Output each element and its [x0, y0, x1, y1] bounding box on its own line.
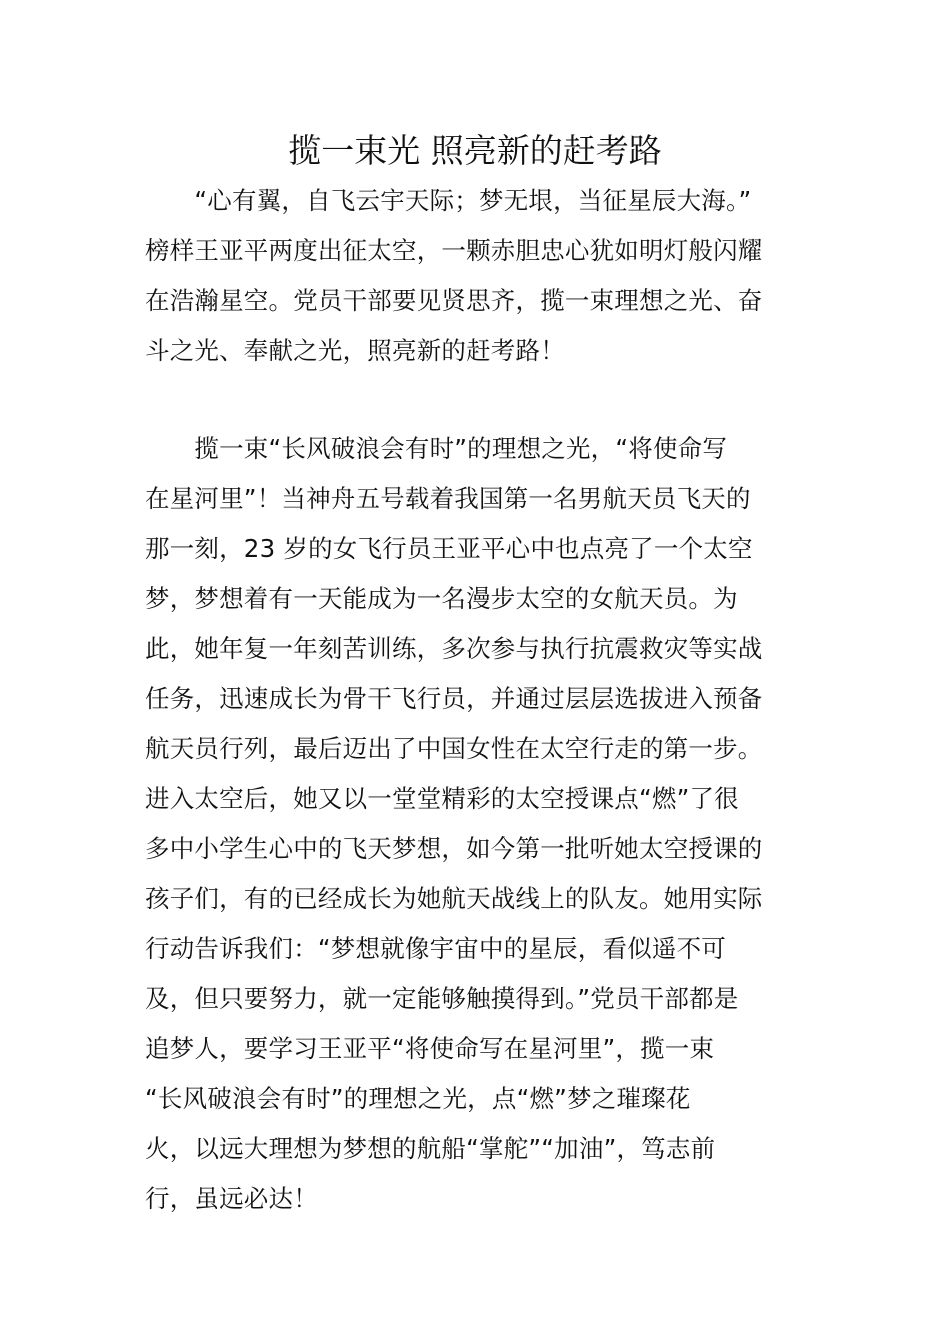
paragraph-line: 及，但只要努力，就一定能够触摸得到。”党员干部都是: [145, 984, 739, 1013]
paragraph-line: 航天员行列，最后迈出了中国女性在太空行走的第一步。: [145, 734, 763, 763]
paragraph-line: 多中小学生心中的飞天梦想，如今第一批听她太空授课的: [145, 834, 763, 863]
paragraph-intro: [145, 176, 810, 376]
paragraph-line: 斗之光、奉献之光，照亮新的赶考路！: [145, 336, 565, 365]
paragraph-line: 火，以远大理想为梦想的航船“掌舵”“加油”，笃志前: [145, 1134, 716, 1163]
paragraph-line: 梦，梦想着有一天能成为一名漫步太空的女航天员。为: [145, 584, 738, 613]
paragraph-line: 榜样王亚平两度出征太空，一颗赤胆忠心犹如明灯般闪耀: [145, 236, 763, 265]
paragraph-line: 孩子们，有的已经成长为她航天战线上的队友。她用实际: [145, 884, 763, 913]
paragraph-line: 在星河里”！当神舟五号载着我国第一名男航天员飞天的: [145, 484, 751, 513]
paragraph-line: 行动告诉我们：“梦想就像宇宙中的星辰，看似遥不可: [145, 934, 726, 963]
paragraph-line: “长风破浪会有时”的理想之光，点“燃”梦之璀璨花: [145, 1084, 691, 1113]
paragraph-line: “心有翼，自飞云宇天际；梦无垠，当征星辰大海。”: [145, 186, 752, 215]
paragraph-line: 此，她年复一年刻苦训练，多次参与执行抗震救灾等实战: [145, 634, 763, 663]
document-title: 揽一束光 照亮新的赶考路: [288, 131, 662, 170]
paragraph-line: 进入太空后，她又以一堂堂精彩的太空授课点“燃”了很: [145, 784, 739, 813]
paragraph-line: 任务，迅速成长为骨干飞行员，并通过层层选拔进入预备: [145, 684, 763, 713]
paragraph-line: 那一刻，23 岁的女飞行员王亚平心中也点亮了一个太空: [145, 534, 753, 563]
paragraph-line: 追梦人，要学习王亚平“将使命写在星河里”，揽一束: [145, 1034, 715, 1063]
paragraph-line: 揽一束“长风破浪会有时”的理想之光，“将使命写: [145, 434, 728, 463]
paragraph-line: 行，虽远必达！: [145, 1184, 318, 1213]
paragraph-ideal-light: [145, 424, 810, 1224]
paragraph-line: 在浩瀚星空。党员干部要见贤思齐，揽一束理想之光、奋: [145, 286, 763, 315]
